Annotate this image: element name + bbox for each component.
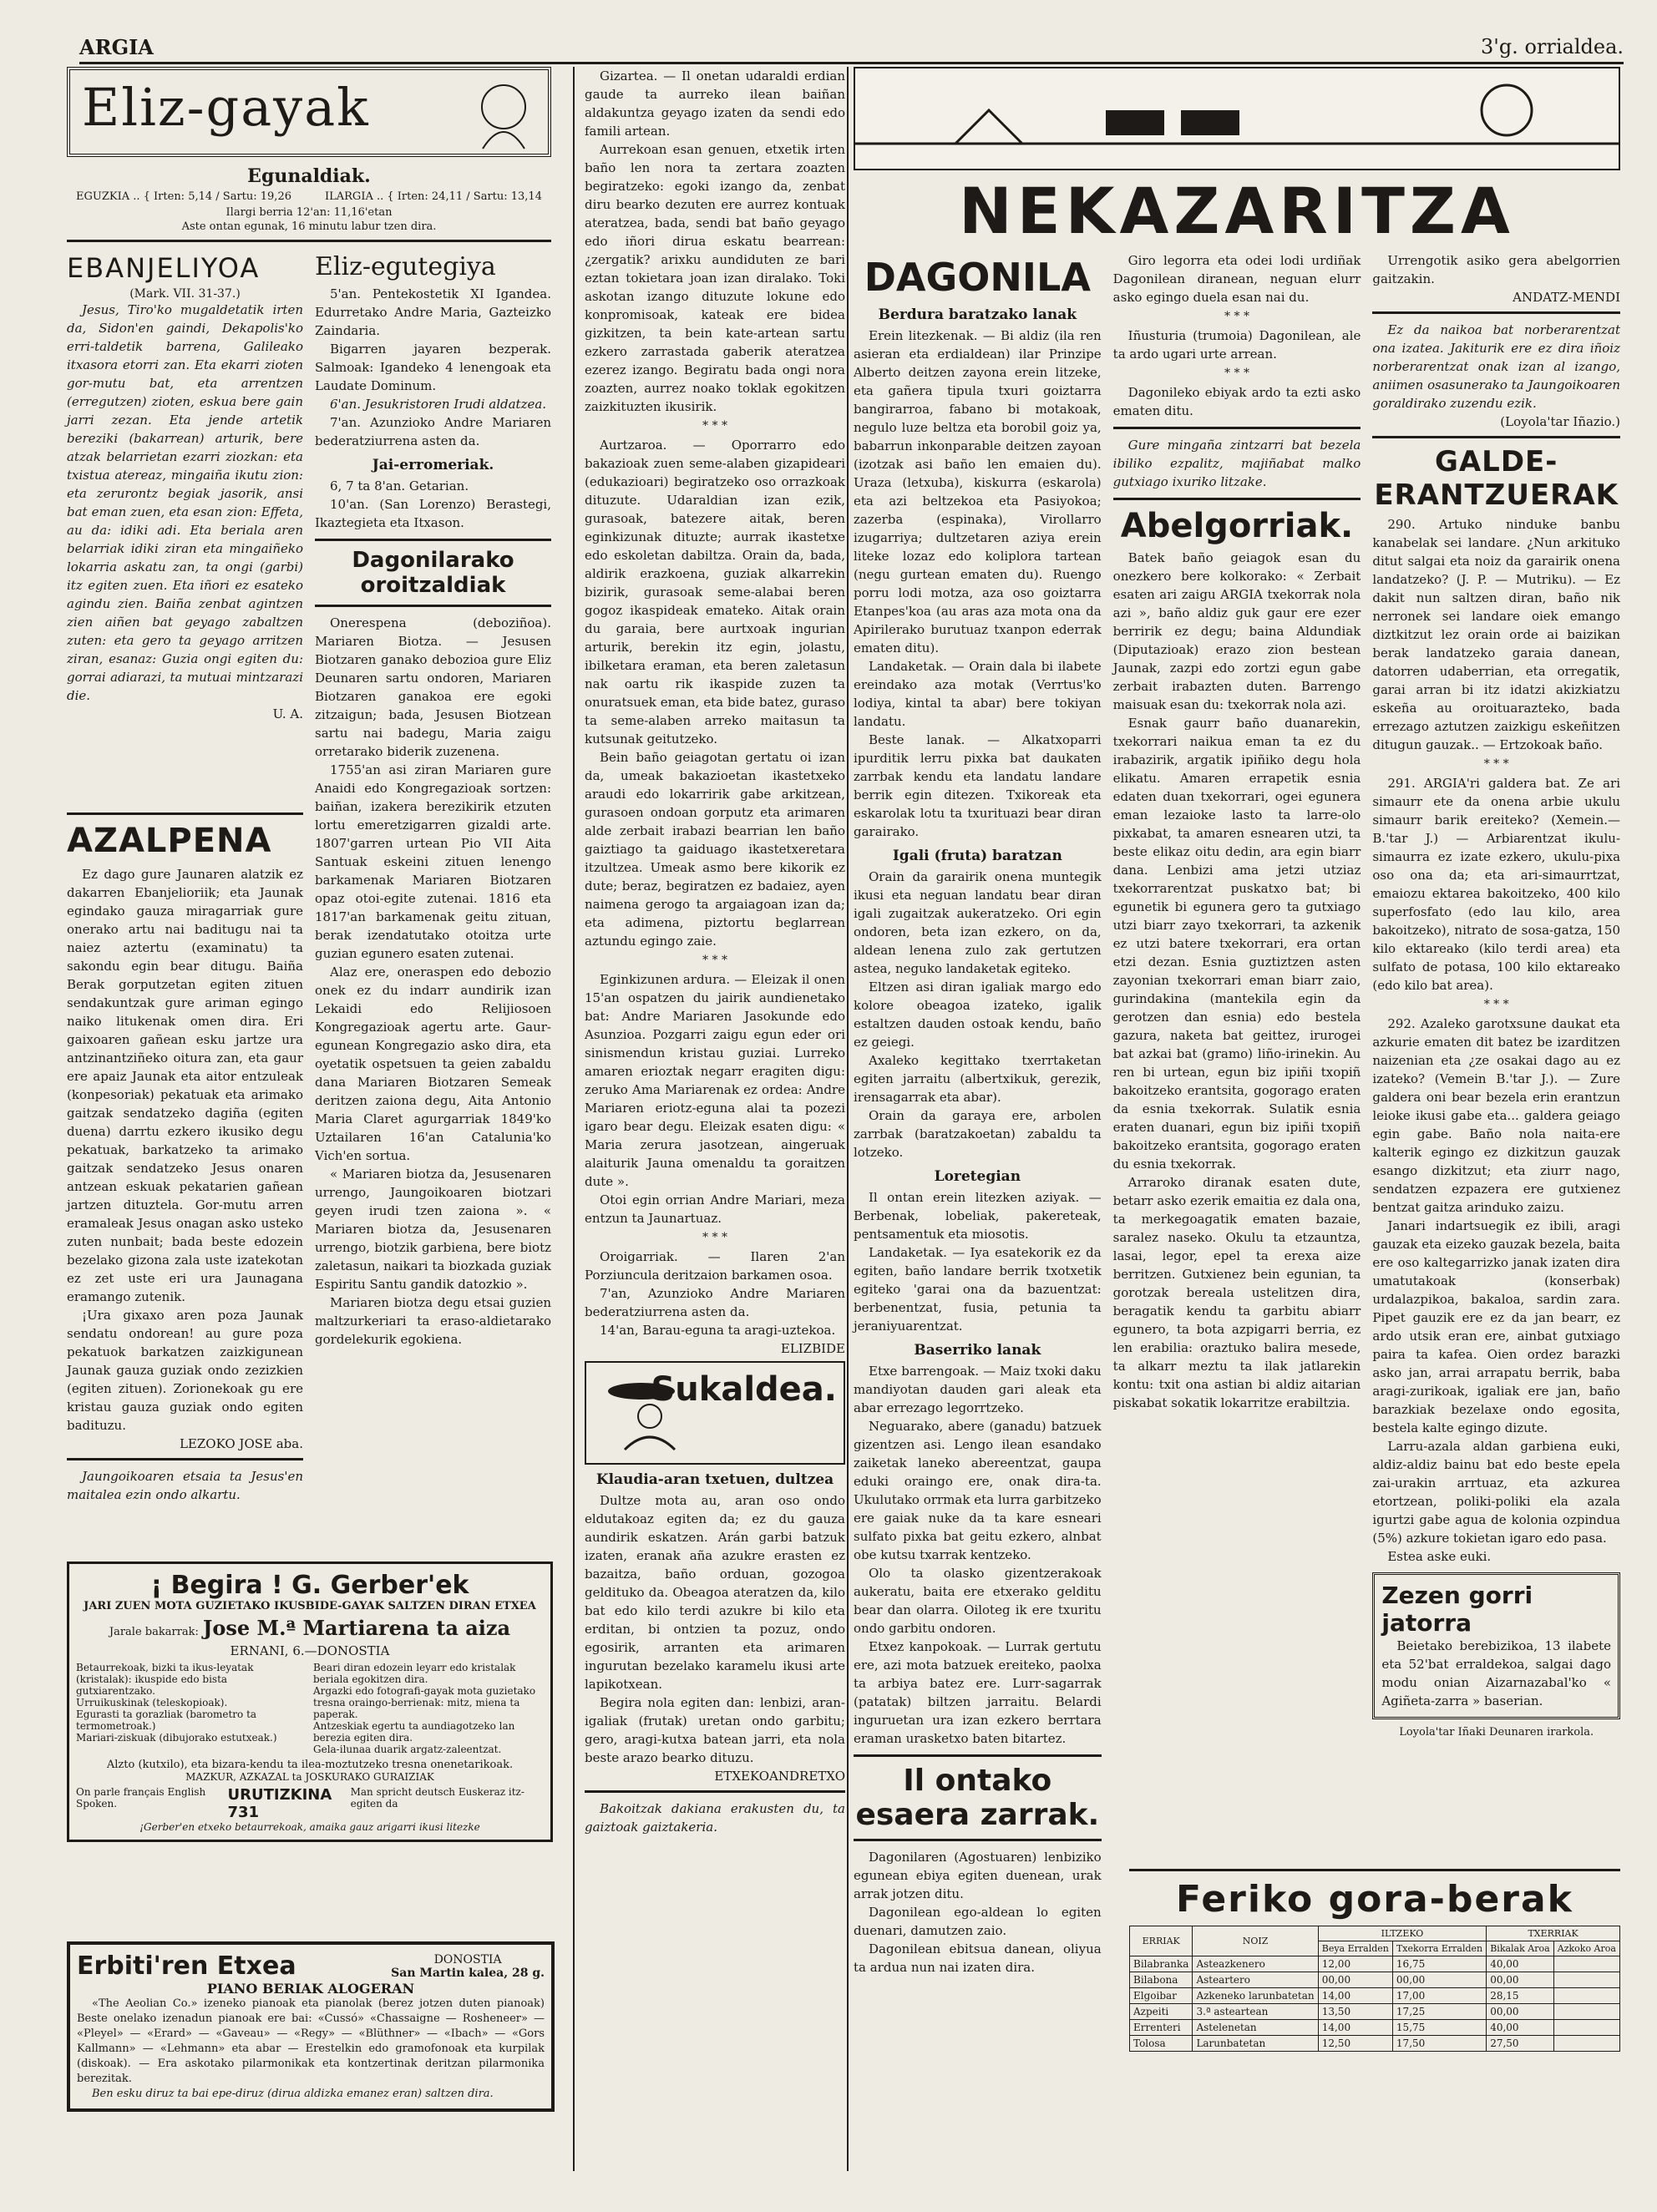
col-erriak: ERRIAK — [1130, 1926, 1193, 1956]
loretegian-heading: Loretegian — [934, 1168, 1021, 1185]
page-number: 3'g. orrialdea. — [1480, 35, 1624, 58]
feriko-title: Feriko gora-berak — [1176, 1878, 1573, 1921]
ontako-text-4: Giro legorra eta odei lodi urdiñak Dagonilean diranean, neguan elurr asko egingo duela esan nai du. — [1112, 253, 1361, 305]
table-cell-beya: 12,50 — [1318, 2036, 1392, 2052]
table-cell-noiz: Larunbatetan — [1193, 2036, 1318, 2052]
erbiti-header — [77, 1951, 545, 1981]
erbiti-city: DONOSTIA — [433, 1952, 502, 1967]
gerber-line: Alzto (kutxilo), eta bizara-kendu ta ilea-moztutzeko tresna onenetarikoak. — [106, 1759, 514, 1771]
column-rule — [573, 67, 575, 2171]
table-cell-erri: Tolosa — [1130, 2036, 1193, 2052]
ontako-text-2: Dagonilean ego-aldean lo egiten duenari, damutzen zaio. — [854, 1905, 1102, 1938]
table-cell-beya: 13,50 — [1318, 2004, 1392, 2020]
table-cell-txek: 17,50 — [1392, 2036, 1486, 2052]
dagonilarako-text-2: 1755'an asi ziran Mariaren gure Anaidi edo Kongregazioak sortzen: baiñan, izakera berezikirik etzuten lortu emeretzigarren gizaldi arte. 1807'garren urtean Pio VII Aita Santuak eskeini zituen lenengo barkamenak Mariaren Biotzaren opaz otoi-egite zutenai. 1816 eta 1817'an barkamenak geitu zituan, berak izendatutako otoitza urte guzian egunero esaten zutenai. — [315, 762, 551, 961]
elizbide-signature: ELIZBIDE — [780, 1341, 845, 1356]
baserri-heading: Baserriko lanak — [914, 1342, 1041, 1359]
nekazaritza-columns — [854, 251, 1620, 1977]
col-beya: Beya Erralden — [1318, 1941, 1392, 1956]
feriko-section — [1129, 1862, 1620, 2052]
gerber-phone-left: On parle français English Spoken. — [76, 1786, 206, 1810]
separator-stars: * * * — [1483, 998, 1509, 1011]
farming-banner — [854, 67, 1620, 170]
table-cell-bik: 00,00 — [1487, 1972, 1554, 1988]
divider — [67, 1458, 303, 1460]
ontako-text-5: Iñusturia (trumoia) Dagonilean, ale ta ardo ugari urte arrean. — [1112, 328, 1361, 362]
gerber-line-2: MAZKUR, AZKAZAL ta JOSKURAKO GURAIZIAK — [185, 1771, 434, 1783]
paper-name: ARGIA — [79, 35, 154, 59]
abelgorriak-title: Abelgorriak. — [1120, 507, 1354, 545]
ilargi-line: Ilargi berria 12'an: 11,16'etan — [225, 206, 393, 219]
gizartea-text: Gizartea. — Il onetan udaraldi erdian gaude ta aurreko ilean baiñan aldakuntza geyago izaten da sendi edo famili artean. — [585, 68, 845, 139]
divider — [67, 240, 551, 242]
table-cell-beya: 14,00 — [1318, 2020, 1392, 2036]
oroigarriak-text-3: 14'an, Barau-eguna ta aragi-uztekoa. — [600, 1323, 836, 1338]
oroigarriak-text: Oroigarriak. — Ilaren 2'an Porziuncula deritzaion barkamen osoa. — [585, 1249, 845, 1283]
table-cell-bik: 27,50 — [1487, 2036, 1554, 2052]
col-txekorra: Txekorra Erralden — [1392, 1941, 1486, 1956]
table-cell-noiz: Astelenetan — [1193, 2020, 1318, 2036]
egutegiya-text-1: 5'an. Pentekostetik XI Igandea. Edurretako Andre Maria, Gazteizko Zaindaria. — [315, 286, 551, 338]
separator-stars: * * * — [1224, 310, 1249, 323]
aste-line: Aste ontan egunak, 16 minutu labur tzen dira. — [181, 220, 437, 233]
dagonilarako-text-5: Mariaren biotza degu etsai guzien maltzurkeriari ta eraso-aldietarako gordelekurik egokiena. — [315, 1295, 551, 1347]
divider — [1372, 311, 1620, 314]
galdera-292-text-2: Janari indartsuegik ez ibili, aragi gauzak eta eizeko gauzak bezela, baita ere oso kaltegarrizko janak izaten dira umatutakoak (konserbak) urdalazpikoa, bakaloa, sardin zara. Pipet gauzik ere ez da jan bearr, ez ardo utsik eran ere, ainbat gutxiago paira ta kafea. Oien ordez barazki asko jan, arrai arrapatu berrik, baba aragi-zurikoak, igaliak ere jan, baño barazkiak bezelaxe ondo egosita, bestela kalte egingo dizute. — [1372, 1218, 1621, 1435]
baserri-text-1: Etxe barrengoak. — Maiz txoki daku mandiyotan dauden gari aleak eta abar errezago legorrtzeko. — [854, 1364, 1102, 1415]
left-column — [67, 67, 551, 2100]
table-cell-azk — [1553, 1956, 1619, 1972]
table-cell-bik: 40,00 — [1487, 2020, 1554, 2036]
gerber-right-4: Gela-ilunaa duarik argatz-zaleentzat. — [313, 1744, 502, 1755]
table-cell-bik: 28,15 — [1487, 1988, 1554, 2004]
table-cell-azk — [1553, 2020, 1619, 2036]
baserri-text-3: Olo ta olasko gizentzerakoak aukeratu, baita ere etxerako gelditu bear dan olarra. Oiloteg ik ere txuritu ondo garbitu ondoren. — [854, 1566, 1102, 1636]
dagonilarako-text-3: Alaz ere, oneraspen edo debozio onek ez du indarr aundirik izan Lekaidi edo Relijiosoen Kongregazioak agertu arte. Gaur-egunean Kongregazio asko dira, eta oyetatik ospetsuen ta geien zabaldu dana Mariaren Biotzaren Semeak deritzen zaiona degu, Aita Antonio Maria Claret agurgarriak 1849'ko Uztailaren 16'an Catalunia'ko Vich'en sortua. — [315, 964, 551, 1163]
table-cell-azk — [1553, 1972, 1619, 1988]
beste-lanak-text: Beste lanak. — Alkatxoparri ipurditik lerru pixka bat daukaten zarrbak kendu eta landatu landare berrik egin ditezen. Txikoreak eta eskarolak lotu ta txurituazi bear diran garairako. — [854, 732, 1102, 839]
sukaldea-box — [585, 1361, 845, 1465]
gerber-title: ¡ Begira ! G. Gerber'ek — [150, 1571, 469, 1600]
table-cell-erri: Errenteri — [1130, 2020, 1193, 2036]
gerber-phone-right: Man spricht deutsch Euskeraz itz-egiten da — [350, 1786, 524, 1810]
erbiti-subtitle: PIANO BERIAK ALOGERAN — [206, 1981, 415, 1997]
igali-text-2: Eltzen asi diran igaliak margo edo kolore obeagoa izateko, igalik estaltzen dauden ostoak kendu, baño ez geiegi. — [854, 979, 1102, 1050]
egutegiya-text-6: 10'an. (San Lorenzo) Berastegi, Ikaztegieta eta Itxason. — [315, 497, 551, 530]
ebanjeliyoa-title: EBANJELIYOA — [67, 252, 261, 284]
table-cell-azk — [1553, 2004, 1619, 2020]
abelgorriak-text-2: Esnak gaurr baño duanarekin, txekorrari naikua eman ta ez du irabazirik, argatik ipiñiko degu hola elikatu. Amaren errapetik esnia edaten duan txekorrari, ogei egunera eman lezaioke lasto ta larre-olo pixkabat, ta amaren esnearen utzi, ta beste elikaz oitu dedin, ara egin biarr dana. Lenbizi ama jetzi utziaz txekorrarentzat puskatxo bat; bi egunetik bi egunera gero ta gutxiago utzi biarr zayo txekorrari, ta azkenik ez utzi batere txekorrari, era ortan etzi dezan. Esnia guztiztzen asten zayonian txekorrari eman biarr zaio, gurindakina (mantekila egin da gerotzen dan esnia) edo bestela gazura, naketa bat geittez, irurogei bat azkai bat (gramo) liño-irinekin. Au ren bi urtean, egun biz ipiñi txopiñ bakoitzeko erantsita, gogorago eraten da esnia txekorrak. Sulatik esnia eraten duanari, egun biz ipiñi txopiñ bakoitzeko erantsita, gogorago eraten du esnia txekorrak. — [1112, 716, 1361, 1172]
col-iltzeko: ILTZEKO — [1318, 1926, 1486, 1941]
table-cell-erri: Bilabranka — [1130, 1956, 1193, 1972]
divider — [854, 1754, 1102, 1757]
egutegiya-text-4: 7'an. Azunzioko Andre Mariaren bederatziurrena asten da. — [315, 415, 551, 448]
loyola-quote: Ez da naikoa bat norberarentzat ona izatea. Jakiturik ere ez dira iñoiz norberarentzat onak izan al izango, aniimen osasunerako ta Jaungoikoaren goraldirako zuzendu ezik. — [1372, 322, 1621, 411]
ontako-text-6: Dagonileko ebiyak ardo ta ezti asko ematen ditu. — [1112, 385, 1361, 418]
nek-col-1 — [854, 251, 1102, 1977]
table-cell-beya: 00,00 — [1318, 1972, 1392, 1988]
azalpena-signature: LEZOKO JOSE aba. — [179, 1436, 303, 1451]
erbiti-advert — [67, 1941, 555, 2112]
igali-heading: Igali (fruta) baratzan — [892, 848, 1062, 864]
azalpena-section — [67, 806, 303, 1504]
ontako-text-3: Dagonilean ebitsua danean, oliyua ta ardua nun nai izaten dira. — [854, 1941, 1102, 1975]
igali-text-4: Orain da garaya ere, arbolen zarrbak (baratzakoetan) zabaldu ta lotzeko. — [854, 1108, 1102, 1160]
baserri-text-2: Neguarako, abere (ganadu) batzuek gizentzen asi. Lengo ilean esandako zaiketak laneko abereentzat, gaupa eduki oraingo ere, onak dira-ta. Ukulutako orrmak eta lurra garbitzeko ere gaiak nuke da ta kare esneari sulfato pixka bat geitu ezkero, alnbat obe kutsu txarrak kentzeko. — [854, 1419, 1102, 1562]
mingaina-quote: Gure mingaña zintzarri bat bezela ibiliko ezpalitz, majiñabat malko gutxiago ixuriko litzake. — [1112, 438, 1361, 489]
galdera-290: 290. Artuko ninduke banbu kanabelak sei landare. ¿Nun arkituko ditut salgai eta noiz da garairik onena landatzeko? (J. P. — Mutriku). — Ez dakit nun saltzen diran, baño nik nerronek sei landare oiek emango diztkitzut lez orain orde ai baizikan berak landatzeko garaia danean, datorren udaberrian, eta orregatik, garai arran bi itz idatzi akizkiatzu eskeña au oroituarazteko, bada errezago aztutzen zaizkigu eskeñitzen ditugun gauzak.. — Ertzokoak baño. — [1372, 517, 1621, 752]
azalpena-text-1: Ez dago gure Jaunaren alatzik ez dakarren Ebanjelioriik; eta Jaunak egindako gauza miragarriak gure onerako artu nai baditugu nai ta naiez aztertu (examinatu) ta sakondu egin bear ditugu. Baiña Berak gorputzetan egiten zituen sendakuntzak gure ariman egingo naiko litukenak omen dira. Eri gaixoaren gañean esku jartze ura antzinantziñeko oitura zan, eta gaur ere apaiz Jaunak eta aitor entzuleak (konpesoriak) pekatuak eta arimako gaitzak sendatzeko dagiña (egiten duena) darrtu ezkero ikusiko degu pekatuak, barkatzeko ta arimako gaitzak sendatzeko Jesus onaren antzean eskuak pekatarien gañean jartzen dituztela. Gor-mutu arren eramaleak Jesus onagan asko usteko zuten nunbait; bada beste edozein bezelako gizona zala uste izatekotan ez zet uste eri ura Jaunagana eramango zutenik. — [67, 867, 303, 1304]
table-cell-txek: 00,00 — [1392, 1972, 1486, 1988]
table-row — [1130, 1972, 1620, 1988]
dagonilarako-title: Dagonilarako oroitzaldiak — [352, 548, 514, 598]
table-cell-azk — [1553, 1988, 1619, 2004]
aurtzaroa-text: Aurtzaroa. — Oporrarro edo bakazioak zuen seme-alaben gizapideari (edukazioari) begiratzeko oso orrazkoak dituzute. Udaraldian izan ezik, gurasoak, batezere aitak, beren eginkizunak dituzte; aurrak ikastetxe edo eskoletan dabiltza. Orain da, bada, aldirik erazkoena, guziak alkarrekin bizirik, gurasoak seme-alabai beren gogoz ikaspideak emateko. Aitak orain du garaia, bere aurtxoak ingurian arturik, berekin itz egin, jolastu, ibilketara eraman, eta beren zaletasun nak oartu rik ikaspide zuzen ta onuratsuek eman, eta bide batez, guraso ta seme-alaben arreko maitasun ta kutsunak geitutzeko. — [585, 438, 845, 747]
galdera-292: 292. Azaleko garotxsune daukat eta azkurie ematen dit batez be izarditzen naizenian eta ¿ze osakai dago au ez izateko? (Vemein B.'tar J.). — Zure galdera oni bear bezela erin erantzun leioke ikusi gabe eta... galdera geiago egin gabe. Baño nola naita-ere kalterik egingo ez dizkitzun gauzak esango dizkitzut; eta ziurr nago, sendatzen ezpazera ere gutxienez bentzat gaitza arinduko zaizu. — [1372, 1016, 1621, 1215]
gerber-advert — [67, 1562, 553, 1842]
col-noiz: NOIZ — [1193, 1926, 1318, 1956]
gerber-owner-name: Jose M.ª Martiarena ta aiza — [203, 1616, 511, 1640]
table-row — [1130, 1988, 1620, 2004]
loretegi-text-1: Il ontan erein litezken aziyak. — Berbenak, lobeliak, pakereteak, pentsamentuk eta miosotis. — [854, 1190, 1102, 1242]
ilargia-times: ILARGIA .. { Irten: 24,11 / Sartu: 13,14 — [324, 190, 542, 203]
table-cell-noiz: Asteazkenero — [1193, 1956, 1318, 1972]
col-azkoko: Azkoko Aroa — [1553, 1941, 1619, 1956]
loretegi-text-2: Landaketak. — Iya esatekorik ez da egiten, baño landare berrik txotxetik egiteko 'garai ona da bazuentzat: berbenentzat, fusia, petunia ta jeraniyuarentzat. — [854, 1245, 1102, 1334]
erbiti-text: «The Aeolian Co.» izeneko pianoak eta pianolak (berez jotzen duten pianoak) Beste onelako izenadun pianoak ere bai: «Cussó» «Chassaigne — Rosheneer» — «Pleyel» — «Erard» — «Gaveau» — «Regy» — «Blüthner» — «Ibach» — «Gors Kallmann» — «Lehmann» eta abar — Erestelkin edo gramofonoak eta kurpilak (diskoak). — Era askotako pilarmonikak eta kontzertinak deritzan pilarmonika berezitak. — [77, 1997, 545, 2085]
gerber-owner — [76, 1616, 544, 1640]
table-cell-noiz: Azkeneko larunbatetan — [1193, 1988, 1318, 2004]
gerber-left-4: Mariari-ziskuak (dibujorako estutxeak.) — [76, 1732, 277, 1744]
galdera-292-text-4: Estea aske euki. — [1387, 1549, 1492, 1564]
igali-text-3: Axaleko kegittako txerrtaketan egiten jarraitu (albertxikuk, gerezik, irensagarrak eta abar). — [854, 1053, 1102, 1105]
farming-scene-icon — [855, 68, 1619, 165]
sun-moon-times — [67, 190, 551, 203]
zezen-text: Beietako berebizikoa, 13 ilabete eta 52'bat erraldekoa, salgai dago modu onian Aizarnazabal'ko « Agiñeta-zarra » baserian. — [1381, 1638, 1612, 1708]
table-cell-bik: 00,00 — [1487, 2004, 1554, 2020]
erein-text: Erein litezkenak. — Bi aldiz (ila ren asieran eta erdialdean) ilar Prinzipe Alberto deitzen zayona erein litzeke, eta gañera tipula txuri goiztarra bangirarroa, fabano bi motakoak, negulo luze beltza eta borobil goiz ya, babarrun inkonparable deitzen zayoan (izotzak asi baño len emaien du). Uraza (letxuba), kiskurra (eskarola) eta azi beltzekoa eta Pasiyokoa; zazerba (espinaka), Virollarro izugarriya; dultzetaren aziya erein liteke lozaz edo koliplora tartean (negu gurtean ematen du). Ruengo porru lodi motza, aza oso goiztarra Etanpes'koa (au aras aza mota ona da Apirilerako burutuaz txanpon ederrak ematen ditu). — [854, 328, 1102, 656]
gerber-right-1: Beari diran edozein leyarr edo kristalak beriala egokitzen dira. — [313, 1662, 516, 1685]
eliz-gayak-title: Eliz-gayak — [82, 77, 370, 138]
andatz-mendi-signature: ANDATZ-MENDI — [1513, 290, 1621, 305]
praying-figure-icon — [466, 73, 541, 149]
jarale-label: Jarale bakarrak: — [109, 1626, 199, 1638]
table-cell-txek: 17,25 — [1392, 2004, 1486, 2020]
gerber-footnote: ¡Gerber'en etxeko betaurrekoak, amaika gauz arigarri ikusi litezke — [139, 1821, 480, 1833]
table-cell-erri: Elgoibar — [1130, 1988, 1193, 2004]
klaudia-heading: Klaudia-aran txetuen, dultzea — [595, 1471, 834, 1488]
table-cell-txek: 15,75 — [1392, 2020, 1486, 2036]
table-cell-txek: 16,75 — [1392, 1956, 1486, 1972]
eginkizun-text-2: Otoi egin orrian Andre Mariari, meza entzun ta Jaunartuaz. — [585, 1192, 845, 1226]
table-cell-beya: 14,00 — [1318, 1988, 1392, 2004]
gizartea-text-2: Aurrekoan esan genuen, etxetik irten baño len nora ta zertara zoazten begiratzeko: egoki izango da, zenbat diru bearko dezuten ere aurrez kontuak ateratzea, bada, sendi bat baño geyago edo iñori dirua eskatu bearrean: ¿zergatik? arixku aundiduten ze bari eztan tokietara joan izan diralako. Toki askotan izango dituzute lokune edo konpromisoak, kateak ere bidea gizkitzen, ta bein kate-artean sartu ezkero zarrastada gaberik ateratzea ezerez izango. Begiratu bada ongi nora zoazten, aurrez noako toklak egokitzen zaizkituzten ikusirik. — [585, 142, 845, 414]
jai-erromeriak-heading: Jai-erromeriak. — [372, 457, 494, 473]
table-cell-azk — [1553, 2036, 1619, 2052]
egutegiya-text-3: 6'an. Jesukristoren Irudi aldatzea. — [330, 397, 547, 412]
table-cell-txek: 17,00 — [1392, 1988, 1486, 2004]
oroigarriak-text-2: 7'an, Azunzioko Andre Mariaren bederatziurrena asten da. — [585, 1286, 845, 1319]
erbiti-footnote: Ben esku diruz ta bai epe-diruz (dirua aldizka emanez eran) saltzen dira. — [92, 2088, 494, 2100]
table-cell-beya: 12,00 — [1318, 1956, 1392, 1972]
divider — [315, 539, 551, 541]
table-cell-erri: Bilabona — [1130, 1972, 1193, 1988]
berdura-heading: Berdura baratzako lanak — [878, 306, 1077, 323]
eliz-gayak-masthead — [67, 67, 551, 157]
table-row — [1130, 2004, 1620, 2020]
gerber-phone: URUTIZKINA 731 — [227, 1786, 332, 1821]
azalpena-title: AZALPENA — [67, 822, 272, 860]
abelgorriak-text-4: Urrengotik asiko gera abelgorrien gaitzakin. — [1372, 253, 1621, 286]
gerber-city: ERNANI, 6.—DONOSTIA — [230, 1643, 390, 1658]
aurtzaroa-text-2: Bein baño geiagotan gertatu oi izan da, umeak bakazioetan ikastetxeko araudi edo lokarririk gabe arkitzean, gurasoen ondoan gorputz eta arimaren alde zerbait irabazi bearrian len baño gaiztiago ta gaiduago ikastetxeretara itzultzea. Umeak asmo bere kikorik ez dute; beraz, begiratzen ez badaiez, ayen naimena gerogo ta argaiagoan izan da; eta adimena, piztortu beglarrean aztundu egingo zaie. — [585, 750, 845, 949]
separator-stars: * * * — [1483, 757, 1509, 771]
azalpena-footnote: Jaungoikoaren etsaia ta Jesus'en maitalea ezin ondo alkartu. — [67, 1469, 303, 1502]
divider — [67, 812, 303, 815]
feriko-table — [1129, 1926, 1620, 2052]
feriko-table-body — [1130, 1956, 1620, 2052]
egutegiya-text-5: 6, 7 ta 8'an. Getarian. — [330, 478, 469, 494]
egunaldiak-heading: Egunaldiak. — [247, 165, 371, 187]
table-row — [1130, 1956, 1620, 1972]
galdera-292-text-3: Larru-azala aldan garbiena euki, aldiz-aldiz bainu bat edo beste epela zai-urakin arrtuaz, eta azkurea etortzean, poliki-poliki ela azala igurtzi gabe agua de kolonia ozpindua (5%) azkure tokietan igaro edo pasa. — [1372, 1439, 1621, 1546]
table-cell-bik: 40,00 — [1487, 1956, 1554, 1972]
gerber-right-3: Antzeskiak egertu ta aundiagotzeko lan berezia egiten dira. — [313, 1720, 515, 1744]
egutegiya-section — [315, 249, 551, 1349]
eguzkia-times: EGUZKIA .. { Irten: 5,14 / Sartu: 19,26 — [76, 190, 291, 203]
gerber-left-2: Urruikuskinak (teleskopioak). — [76, 1697, 228, 1708]
divider — [854, 1839, 1102, 1841]
landaketak-text: Landaketak. — Orain dala bi ilabete ereindako aza motak (Verrtus'ko lodiya, kintal ta abar) bere tokiyan landatu. — [854, 659, 1102, 729]
gerber-right-2: Argazki edo fotografi-gayak mota guzietako tresna oraingo-berrienak: mitz, miena ta paperak. — [313, 1685, 536, 1720]
egutegiya-text-2: Bigarren jayaren bezperak. Salmoak: Igandeko 4 lenengoak eta Laudate Dominum. — [315, 342, 551, 393]
abelgorriak-text-1: Batek baño geiagok esan du onezkero bere kolkorako: « Zerbait esaten ari zaigu ARGIA txekorrak nola azi », baño aldiz guk gaur ere ezer berririk ez degu; baina Aldundiak (Diputazioak) erazo zion bestean Jaunak, zazpi edo zortzi egun gabe zerbait irabazten duten. Barrengo maisuak esan du: txekorrak nola azi. — [1112, 550, 1361, 712]
gerber-left-3: Egurasti ta gorazliak (barometro ta termometroak.) — [76, 1708, 257, 1732]
eginkizun-text: Eginkizunen ardura. — Eleizak il onen 15'an ospatzen du jairik aundienetako bat: Andre Mariaren Jasokunde edo Asunzioa. Pozgarri zaigu egun eder ori sinismendun kristau guziai. Lurreko amaren erioztak negarr eragiten digu: zeruko Ama Mariarenak ez ordea: Andre Mariaren eriotz-eguna alai ta pozezi igaro bear degu. Eleizak esaten digu: « Maria zerura jasotzean, aingeruak alaiturik Jauna omenaldu ta goraitzen dute ». — [585, 972, 845, 1189]
erbiti-address: San Martin kalea, 28 g. — [391, 1966, 545, 1980]
nekazaritza-title: NEKAZARITZA — [959, 174, 1515, 248]
loyola-signature: (Loyola'tar Iñazio.) — [1500, 414, 1621, 429]
irarkola-line: Loyola'tar Iñaki Deunaren irarkola. — [1399, 1726, 1594, 1739]
separator-stars: * * * — [1224, 367, 1249, 380]
gerber-left-1: Betaurrekoak, bizki ta ikus-leyatak (kristalak): ikuspide edo bista gutxiarentzako. — [76, 1662, 254, 1697]
abelgorriak-text-3: Arraroko diranak esaten dute, betarr asko ezerik emaitia ez dala ona, ta merkegoagatik ematen bazaie, saralez naseko. Okulu ta etzauntza, lasai, legor, epel ta erexa aize berritzen. Gutxienez bein egunian, ta gorotzak bereala ustelitzen dira, beragatik kendu ta garbitu abiarr egunero, ta bota azpigarri berria, ez len erabilia: oraztuko balira mesede, ta alkarr meztu ta ilak jatlarekin kontu: txit ona astian bi aldiz aitarian piskabat sokatik lokarritze erabiltzia. — [1112, 1175, 1361, 1410]
table-row — [1130, 2036, 1620, 2052]
column-rule — [847, 67, 849, 2171]
divider — [1372, 436, 1620, 438]
igali-text-1: Orain da garairik onena muntegik ikusi eta neguan landatu bear diran igali zugaitzak aukeratzeko. Ori egin ondoren, beta izan ezkero, on da, aldean lenena zulo zak gertutzen astea, neguko landaketak egiteko. — [854, 869, 1102, 976]
ebanjeliyoa-ref: (Mark. VII. 31-37.) — [129, 287, 241, 301]
galdera-291: 291. ARGIA'ri galdera bat. Ze ari simaurr ete da onena arbie ukulu simaurr barik ereiteko? (Xemein.— B.'tar J.) — Arbiarentzat ikulu-simaurra ez izate ezkero, ukulu-pixa oso ona da; eta ari-simaurrtzat, emaiozu ektarea bakoitzeko, 400 kilo superfosfato (edo lau kilo, area bakoitzeko), nitrato de sosa-gatza, 150 kilo ektareako (kilo terdi area) eta sulfato de potasa, 100 kilo ektareako (edo kilo bat area). — [1372, 776, 1621, 993]
zezen-advert — [1372, 1572, 1620, 1719]
erbiti-title: Erbiti'ren Etxea — [77, 1951, 296, 1981]
table-cell-noiz: 3.ª asteartean — [1193, 2004, 1318, 2020]
ebanjeliyoa-signature: U. A. — [272, 706, 303, 721]
middle-footnote: Bakoitzak dakiana erakusten du, ta gaiztoak gaiztakeria. — [585, 1801, 845, 1835]
ebanjeliyoa-text: Jesus, Tiro'ko mugaldetatik irten da, Sidon'en gaindi, Dekapolis'ko erri-taldetik barrena, Galileako itxasora etorri zan. Eta ekarri zioten gor-mutu bat, eta arrentzen (erregutzen) zioten, eskua bere gain jarri zezan. Eta jende artetik bereziki (bakarrean) arturik, bere atzak belarrietan ezarri ziozkan: eta txistua atereaz, mingaiña ikutu zion: eta zerurontz begiak jasorik, ansi bat eman zuen, eta esan zion: Effeta, au da: idiki adi. Eta beriala aren belarriak idiki ziran eta mingaiñeko lokarria askatu zan, ta ongi (garbi) itz egiten zuen. Eta iñori ez esateko agindu zien. Baiña zenbat agintzen zien aiñen bat geyago zabaltzen zuten: eta gero ta geyago arritzen ziran, esanaz: Guzia ongi egiten du: gorrai adiarazi, ta mutuai mintzarazi die. — [67, 302, 303, 703]
baserri-text-4: Etxez kanpokoak. — Lurrak gertutu ere, azi mota batzuek ereiteko, paolxa ta arbiya batez ere. Lurr-sagarrak (patatak) biltzen jarraitu. Belardi inguruetan ura izan ezkero berrtara eraman urasketxo baten bitartez. — [854, 1639, 1102, 1746]
separator-stars: * * * — [702, 419, 727, 433]
table-cell-erri: Azpeiti — [1130, 2004, 1193, 2020]
etxekoandretxo-signature: ETXEKOANDRETXO — [714, 1769, 845, 1784]
middle-column — [585, 67, 845, 1836]
table-cell-noiz: Asteartero — [1193, 1972, 1318, 1988]
sukaldea-text-1: Dultze mota au, aran oso ondo eldutakoaz egiten da; ez du gauza aundirik eskatzen. Arán garbi batzuk izaten, eranak aña azukre erasten ez bazaitza, baño orduan, gozogoa geldituko da. Obeagoa ateratzen da, kilo bat edo kilo terdi azukre bi kilo eta erditan, bi ontzien ta pozuz, ondo egosirik, arranten eta arimaren ingurutan bezelako karamelu ikusi arte lapikotxean. — [585, 1493, 845, 1692]
dagonilarako-text-1: Onerespena (deboziñoa). Mariaren Biotza. — Jesusen Biotzaren ganako debozioa gure Eliz Deunaren sartu ondoren, Mariaren Biotzaren ganakoa ere egoki zitzaigun; bada, Jesusen Biotzean sartu nai badegu, Maria zaigu orretarako biderik zuzenena. — [315, 615, 551, 759]
separator-stars: * * * — [702, 954, 727, 967]
egutegiya-title: Eliz-egutegiya — [315, 252, 496, 281]
page-header — [79, 33, 1624, 64]
nek-col-3 — [1372, 251, 1620, 1977]
table-row — [1130, 2020, 1620, 2036]
divider — [1113, 427, 1361, 429]
galde-erantzuerak-title: GALDE-ERANTZUERAK — [1374, 445, 1619, 512]
gerber-list — [76, 1662, 544, 1755]
sukaldea-title: Sukaldea. — [651, 1370, 837, 1409]
ontako-text-1: Dagonilaren (Agostuaren) lenbiziko egunean ebiya egiten duenean, urak arrak jotzen ditu. — [854, 1850, 1102, 1901]
ontako-title: Il ontako esaera zarrak. — [855, 1764, 1100, 1832]
dagonilarako-text-4: « Mariaren biotza da, Jesusenaren urrengo, Jaungoikoaren biotzari geyen irudi tzen zaiona ». « Mariaren biotza da, Jesusenaren urrengo, biotzik garbiena, bere biotz zaletasun, naikari ta biozkada guziak Espiritu Santu gandik datozkio ». — [315, 1167, 551, 1292]
col-bikalak: Bikalak Aroa — [1487, 1941, 1554, 1956]
separator-stars: * * * — [702, 1231, 727, 1244]
divider — [585, 1790, 845, 1793]
dagonila-title: DAGONILA — [864, 255, 1091, 300]
azalpena-text-2: ¡Ura gixaxo aren poza Jaunak sendatu ondorean! au gure poza pekatuok barkatzen zaizkigunean Jaunak gauza guziak ondo zezizkien (egiten zituen). Zorionekoak gu ere kristau gauza guziak ondo egiten badituzu. — [67, 1308, 303, 1433]
gerber-phone-row — [76, 1786, 544, 1821]
nek-col-2 — [1113, 251, 1361, 1977]
sukaldea-text-2: Begira nola egiten dan: lenbizi, aran-igaliak (frutak) uretan ondo garbitu; gero, aragi-kutxa batean jarri, eta nola beste arazo bearko dituzu. — [585, 1695, 845, 1765]
col-txerriak: TXERRIAK — [1487, 1926, 1620, 1941]
gerber-subtitle: JARI ZUEN MOTA GUZIETAKO IKUSBIDE-GAYAK SALTZEN DIRAN ETXEA — [84, 1600, 536, 1612]
divider — [1129, 1869, 1620, 1871]
divider — [1113, 498, 1361, 500]
divider — [315, 605, 551, 607]
nekazaritza-section — [854, 67, 1621, 2049]
zezen-title: Zezen gorri jatorra — [1381, 1582, 1533, 1637]
